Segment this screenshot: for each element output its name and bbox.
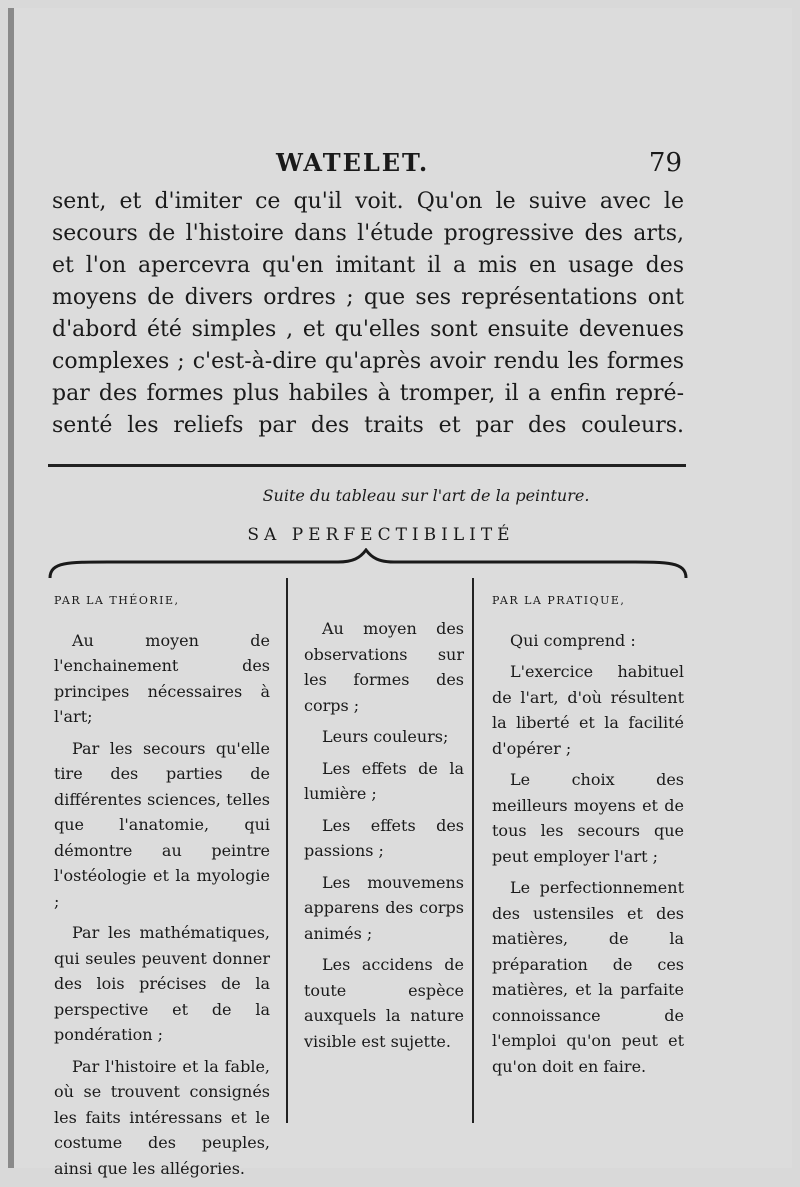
book-page — [8, 8, 792, 1178]
theory-paragraph: Par l'histoire et la fable, où se trouvent consignés les faits intéressans et le costume des peuples, ainsi que les allégories. — [54, 1056, 270, 1178]
practice-paragraph: Le perfectionnement des ustensiles et des matières, de la préparation de ces matières, et la parfaite connoissance de l'emploi qu'on peut et qu'on doit en faire. — [492, 878, 684, 1076]
body-line: complexes ; c'est-à-dire qu'après avoir rendu les formes — [52, 349, 684, 374]
curly-brace-divider — [48, 548, 688, 582]
page-header — [14, 148, 798, 188]
theory-paragraph: Au moyen de l'enchainement des principes nécessaires à l'art; — [54, 630, 270, 726]
observation-paragraph: Les effets des passions ; — [304, 815, 464, 860]
body-line: senté les reliefs par des traits et par des couleurs. — [52, 413, 684, 438]
observation-paragraph: Leurs couleurs; — [322, 727, 449, 746]
section-divider — [48, 464, 686, 467]
observation-paragraph: Les mouvemens apparens des corps animés ; — [304, 872, 464, 943]
column-heading-practice: PAR LA PRATIQUE, — [492, 594, 626, 607]
column-heading-theory: PAR LA THÉORIE, — [54, 594, 180, 607]
body-line: sent, et d'imiter ce qu'il voit. Qu'on le suive avec le — [52, 189, 684, 214]
theory-paragraph: Par les mathématiques, qui seules peuvent donner des lois précises de la perspective et de la pondération ; — [54, 923, 270, 1044]
column-practice — [492, 588, 684, 1085]
theory-paragraph: Par les secours qu'elle tire des parties de différentes sciences, telles que l'anatomie, qui démontre au peintre l'ostéologie et la myologie ; — [54, 738, 270, 911]
column-rule-left — [286, 578, 288, 1123]
body-line: moyens de divers ordres ; que ses représentations ont — [52, 285, 684, 310]
body-line: d'abord été simples , et qu'elles sont ensuite devenues — [52, 317, 684, 342]
practice-paragraph: Le choix des meilleurs moyens et de tous les secours que peut employer l'art ; — [492, 770, 684, 866]
practice-paragraph: Qui comprend : — [510, 630, 636, 650]
body-line: par des formes plus habiles à tromper, il a enfin repré- — [52, 381, 684, 406]
running-title: WATELET. — [276, 148, 430, 177]
body-paragraph — [52, 186, 684, 442]
table-section-title: SA PERFECTIBILITÉ — [247, 525, 515, 545]
practice-paragraph: L'exercice habituel de l'art, d'où résultent la liberté et la facilité d'opérer ; — [492, 662, 684, 758]
observation-paragraph: Au moyen des observations sur les formes des corps ; — [304, 619, 464, 715]
column-observation — [304, 616, 464, 1060]
observation-paragraph: Les effets de la lumière ; — [304, 758, 464, 803]
column-theory — [54, 588, 270, 1187]
observation-paragraph: Les accidens de toute espèce auxquels la nature visible est sujette. — [304, 955, 464, 1051]
page-number: 79 — [648, 148, 682, 178]
column-rule-right — [472, 578, 474, 1123]
table-subtitle: Suite du tableau sur l'art de la peinture. — [262, 486, 590, 505]
body-line: et l'on apercevra qu'en imitant il a mis en usage des — [52, 253, 684, 278]
body-line: secours de l'histoire dans l'étude progressive des arts, — [52, 221, 684, 246]
